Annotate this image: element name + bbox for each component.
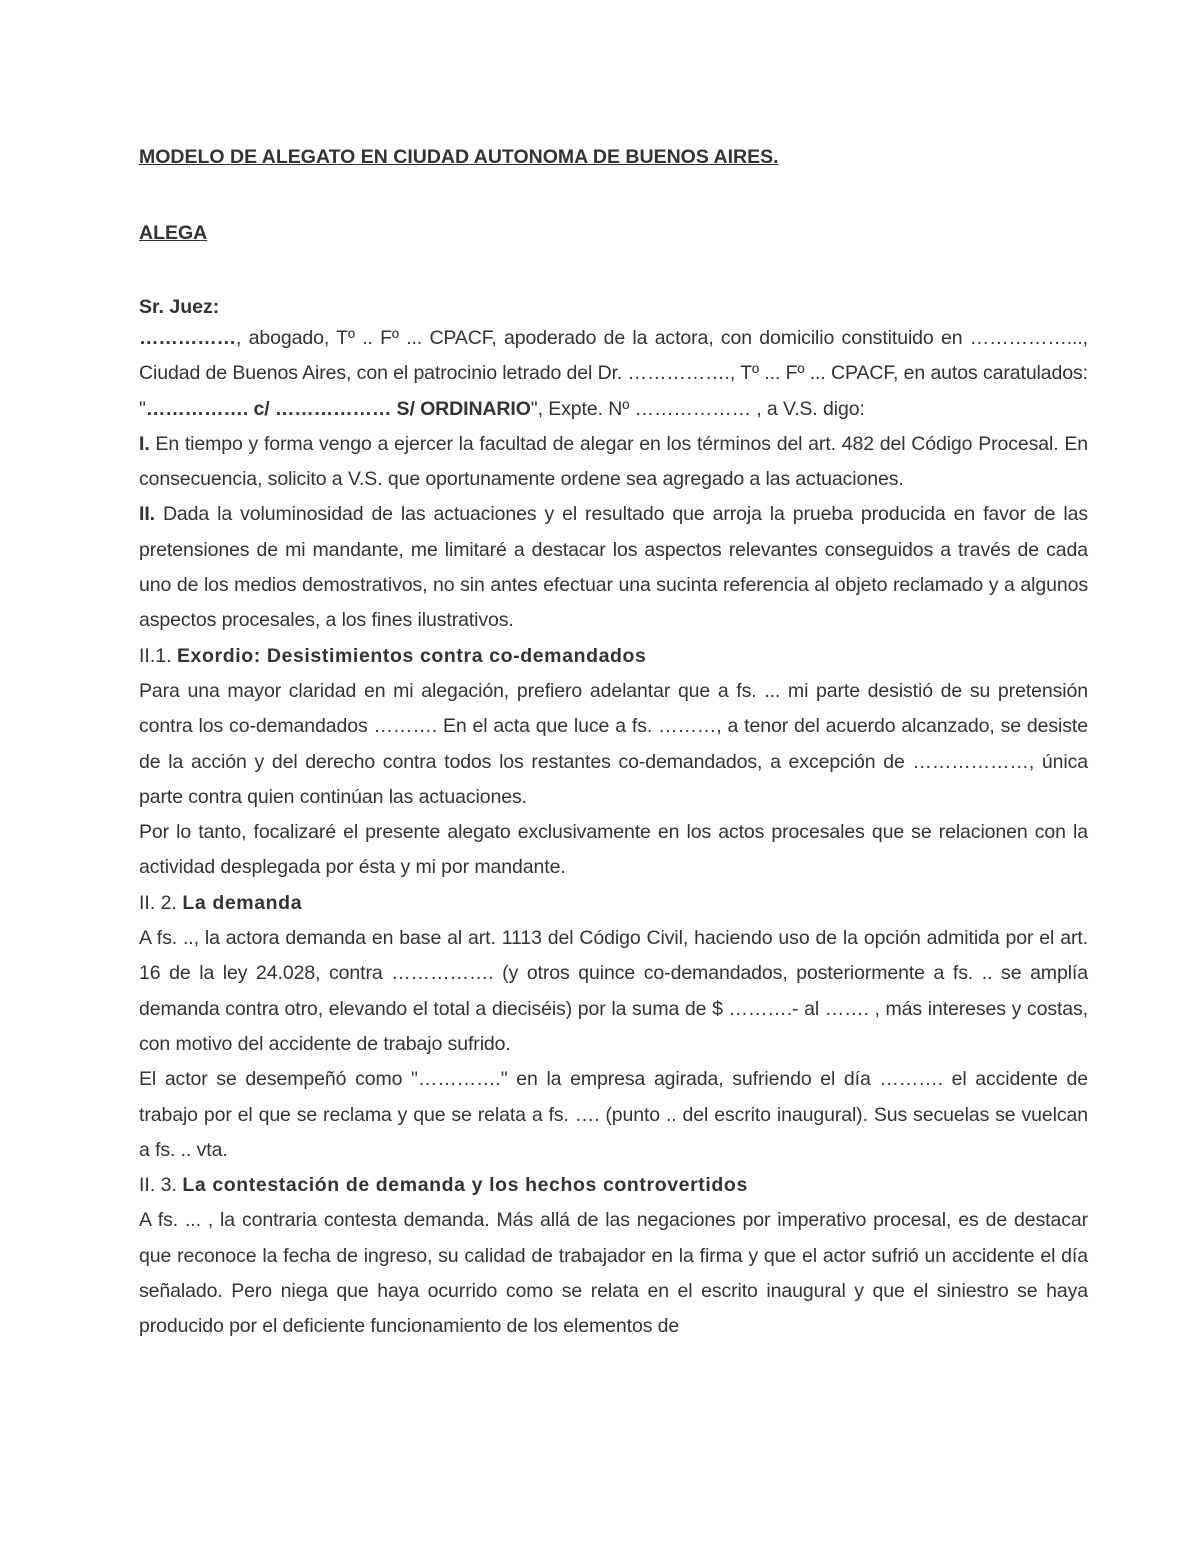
lawyer-name-placeholder: …………… — [139, 327, 237, 349]
section-I-text: En tiempo y forma vengo a ejercer la facultad de alegar en los términos del art. 482 del Código Procesal. En consecuencia, solicito a V.S. que oportunamente ordene sea agregado a las actuaciones. — [139, 432, 1088, 491]
section-II-number: II. — [139, 503, 155, 526]
section-II-text: Dada la voluminosidad de las actuaciones y el resultado que arroja la prueba producida en favor de las pretensiones de mi mandante, me limitaré a destacar los aspectos relevantes conseguidos a través de cada uno de los medios demostrativos, no sin antes efectuar una sucinta referencia al objeto reclamado y a algunos aspectos procesales, a los fines ilustrativos. — [139, 503, 1088, 632]
intro-text-b: ", Expte. Nº ……………… , a V.S. digo: — [530, 397, 865, 420]
case-caption: ……………. c/ ……………… S/ ORDINARIO — [145, 397, 531, 420]
section-II-2-number: II. 2. — [139, 891, 183, 914]
section-II-3-heading — [139, 1168, 1088, 1203]
section-I-paragraph — [139, 427, 1088, 498]
section-II-1-heading — [139, 639, 1088, 674]
section-II-3-number: II. 3. — [139, 1174, 183, 1197]
alega-heading: ALEGA — [139, 222, 208, 244]
section-II-1-paragraph-1: Para una mayor claridad en mi alegación, prefiero adelantar que a fs. ... mi parte desistió de su pretensión contra los co-demandados ………. En el acta que luce a fs. ………, a tenor del acuerdo alcanzado, se desiste de la acción y del derecho contra todos los restantes co-demandados, a excepción de ………………, única parte contra quien continúan las actuaciones. — [139, 679, 1088, 808]
section-II-1-number: II.1. — [139, 644, 177, 667]
section-I-number: I. — [139, 432, 150, 455]
section-II-1-title: Exordio: Desistimientos contra co-demandados — [176, 644, 647, 667]
intro-paragraph — [139, 321, 1088, 427]
document-title: MODELO DE ALEGATO EN CIUDAD AUTONOMA DE BUENOS AIRES. — [139, 146, 779, 168]
section-II-2-heading — [139, 886, 1088, 921]
section-II-2-title: La demanda — [182, 891, 303, 914]
section-II-1-paragraph-2: Por lo tanto, focalizaré el presente alegato exclusivamente en los actos procesales que se relacionen con la actividad desplegada por ésta y mi por mandante. — [139, 821, 1088, 879]
intro-text-a: , abogado, Tº .. Fº ... CPACF, apoderado de la actora, con domicilio constituido en ……………..., Ciudad de Buenos Aires, con el patrocinio letrado del Dr. ……………., Tº ... Fº ... CPACF, en autos caratulados: " — [139, 327, 1088, 420]
section-II-2-paragraph-1: A fs. .., la actora demanda en base al art. 1113 del Código Civil, haciendo uso de la opción admitida por el art. 16 de la ley 24.028, contra ……………. (y otros quince co-demandados, posteriormente a fs. .. se amplía demanda contra otro, elevando el total a dieciséis) por la suma de $ ……….- al ……. , más intereses y costas, con motivo del accidente de trabajo sufrido. — [139, 927, 1088, 1055]
salutation: Sr. Juez: — [139, 296, 220, 318]
section-II-2-paragraph-2: El actor se desempeñó como "…………." en la empresa agirada, sufriendo el día ………. el accidente de trabajo por el que se reclama y que se relata a fs. …. (punto .. del escrito inaugural). Sus secuelas se vuelcan a fs. .. vta. — [139, 1068, 1088, 1161]
section-II-paragraph — [139, 497, 1088, 638]
section-II-3-paragraph-1: A fs. ... , la contraria contesta demanda. Más allá de las negaciones por imperativo procesal, es de destacar que reconoce la fecha de ingreso, su calidad de trabajador en la firma y que el actor sufrió un accidente el día señalado. Pero niega que haya ocurrido como se relata en el escrito inaugural y que el siniestro se haya producido por el deficiente funcionamiento de los elementos de — [139, 1209, 1088, 1338]
section-II-3-title: La contestación de demanda y los hechos controvertidos — [182, 1174, 748, 1197]
document-content — [139, 145, 1088, 1345]
